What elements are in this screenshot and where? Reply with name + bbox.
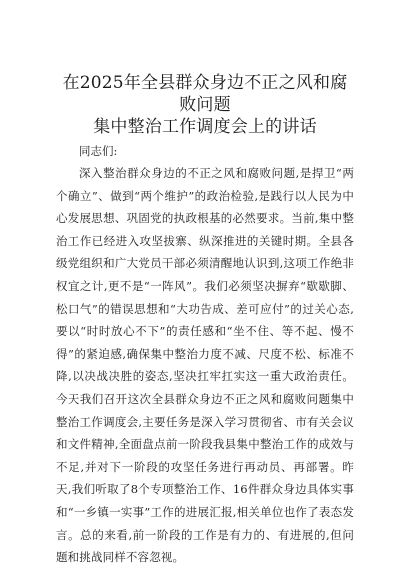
title-line-1: 在2025年全县群众身边不正之风和腐败问题 (62, 73, 348, 115)
title-line-2: 集中整治工作调度会上的讲话 (93, 117, 317, 137)
body-paragraph: 深入整治群众身边的不正之风和腐败问题,是捍卫“两个确立”、做到“两个维护”的政治检验,是践行以人民为中心发展思想、巩固党的执政根基的必然要求。当前,集中整治工作已经进入攻坚拔寨、纵深推进的关键时期。全县各级党组织和广大党员干部必须清醒地认识到,这项工作绝非权宜之计,更不是“一阵风”。我们必须坚决摒弃“歇歇脚、松口气”的错误思想和“大功告成、差可应付”的过关心态,要以“时时放心不下”的责任感和“坐不住、等不起、慢不得”的紧迫感,确保集中整治力度不减、尺度不松、标准不降,以决战决胜的姿态,坚决扛牢扛实这一重大政治责任。今天我们召开这次全县群众身边不正之风和腐败问题集中整治工作调度会,主要任务是深入学习贯彻省、市有关会议和文件精神,全面盘点前一阶段我县集中整治工作的成效与不足,并对下一阶段的攻坚任务进行再动员、再部署。昨天,我们听取了8个专项整治工作、16件群众身边具体实事和“一乡镇一实事”工作的进展汇报,相关单位也作了表态发言。总的来看,前一阶段的工作是有力的、有进展的,但问题和挑战同样不容忽视。 (56, 166, 354, 565)
document-title (56, 72, 354, 138)
salutation: 同志们: (79, 144, 118, 158)
